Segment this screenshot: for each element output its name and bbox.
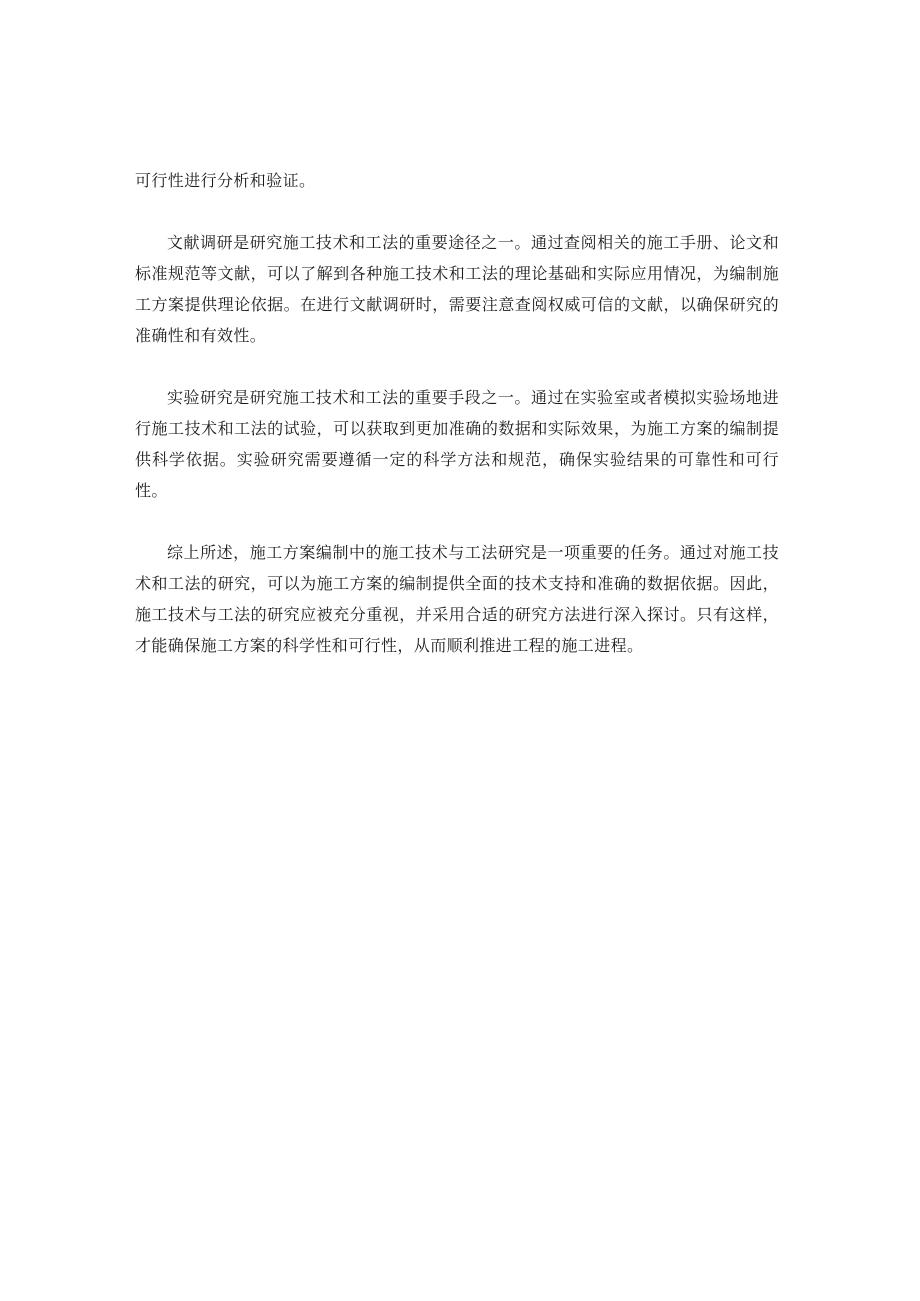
paragraph-literature-research: 文献调研是研究施工技术和工法的重要途径之一。通过查阅相关的施工手册、论文和标准规范等文献，可以了解到各种施工技术和工法的理论基础和实际应用情况，为编制施工方案提供理论依据。在进行文献调研时，需要注意查阅权威可信的文献，以确保研究的准确性和有效性。: [135, 233, 779, 345]
paragraph-continued: 可行性进行分析和验证。: [135, 171, 316, 190]
document-body: [135, 165, 779, 692]
paragraph-experimental-research: 实验研究是研究施工技术和工法的重要手段之一。通过在实验室或者模拟实验场地进行施工技术和工法的试验，可以获取到更加准确的数据和实际效果，为施工方案的编制提供科学依据。实验研究需要遵循一定的科学方法和规范，确保实验结果的可靠性和可行性。: [135, 388, 779, 500]
paragraph-conclusion: 综上所述，施工方案编制中的施工技术与工法研究是一项重要的任务。通过对施工技术和工法的研究，可以为施工方案的编制提供全面的技术支持和准确的数据依据。因此，施工技术与工法的研究应被充分重视，并采用合适的研究方法进行深入探讨。只有这样，才能确保施工方案的科学性和可行性，从而顺利推进工程的施工进程。: [135, 543, 779, 655]
